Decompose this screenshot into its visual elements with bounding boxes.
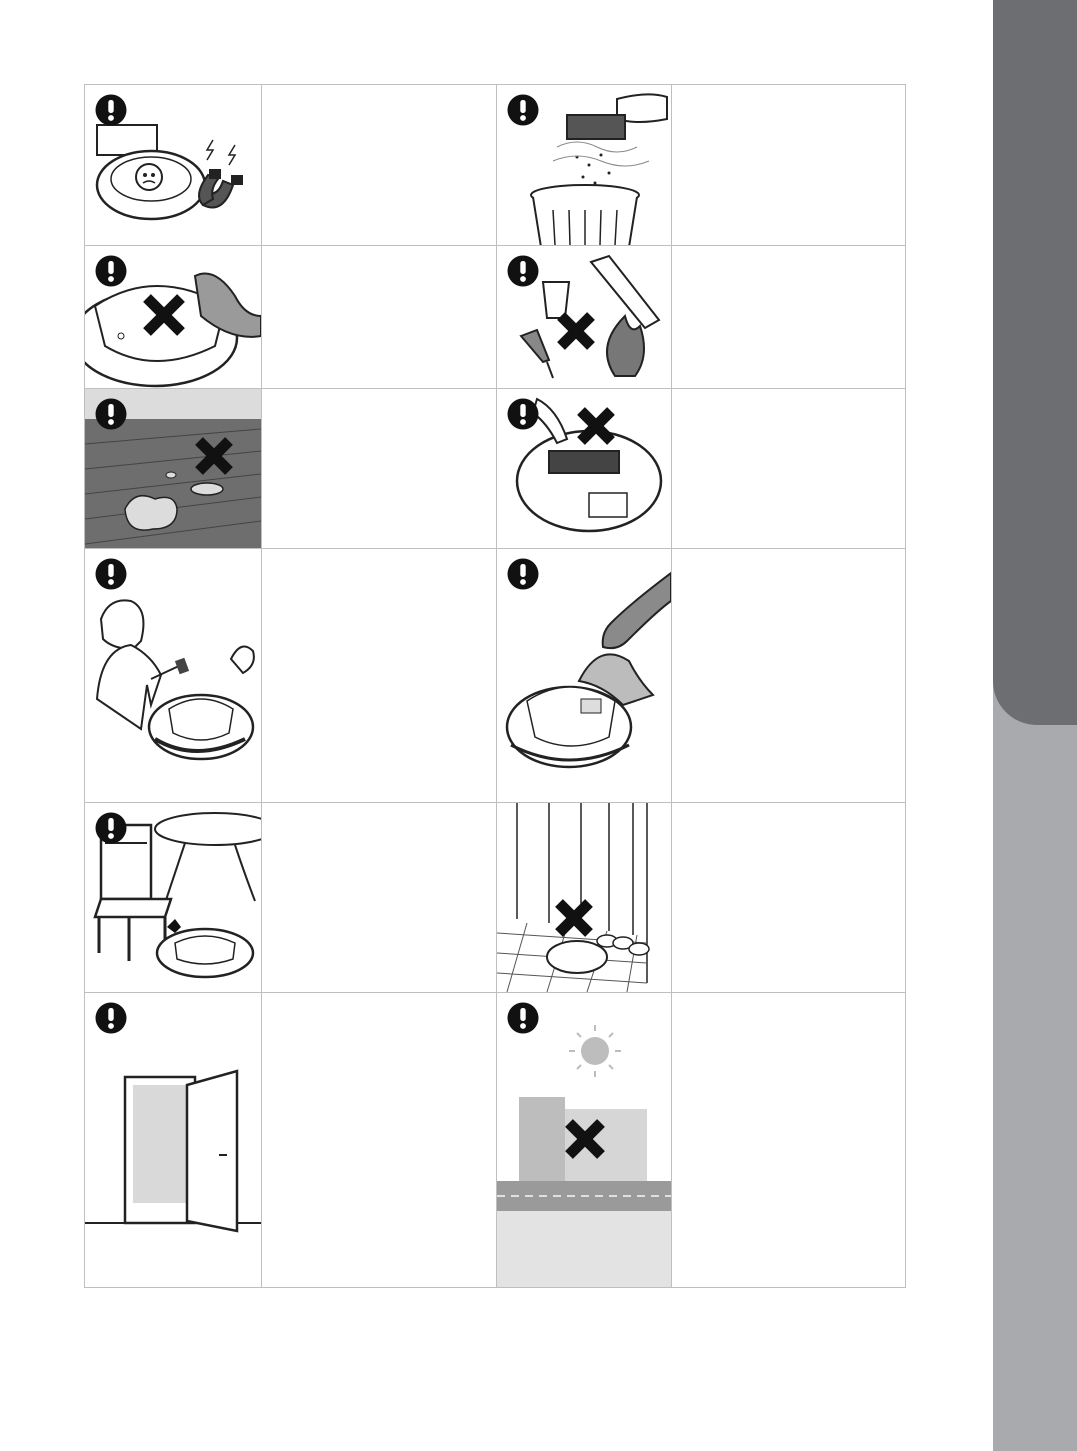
instruction-text — [262, 246, 496, 388]
illustration-robot-near-curtains — [497, 803, 671, 992]
instruction-text — [672, 389, 906, 548]
instruction-text — [262, 389, 496, 548]
instruction-text — [262, 85, 496, 245]
safety-grid — [84, 84, 906, 1288]
illustration-outdoor-city — [497, 993, 671, 1287]
exclamation-circle-icon — [507, 558, 539, 590]
chapter-tab — [993, 0, 1077, 725]
exclamation-circle-icon — [95, 398, 127, 430]
instruction-text — [672, 246, 906, 388]
exclamation-circle-icon — [95, 812, 127, 844]
instruction-text — [262, 993, 496, 1287]
exclamation-circle-icon — [507, 1002, 539, 1034]
exclamation-circle-icon — [507, 398, 539, 430]
instruction-text — [672, 993, 906, 1287]
instruction-text — [672, 803, 906, 992]
exclamation-circle-icon — [95, 94, 127, 126]
exclamation-circle-icon — [507, 94, 539, 126]
exclamation-circle-icon — [95, 1002, 127, 1034]
instruction-text — [262, 803, 496, 992]
exclamation-circle-icon — [507, 255, 539, 287]
instruction-text — [672, 549, 906, 802]
instruction-text — [672, 85, 906, 245]
exclamation-circle-icon — [95, 558, 127, 590]
illustration-open-door — [85, 993, 261, 1287]
exclamation-circle-icon — [95, 255, 127, 287]
instruction-text — [262, 549, 496, 802]
